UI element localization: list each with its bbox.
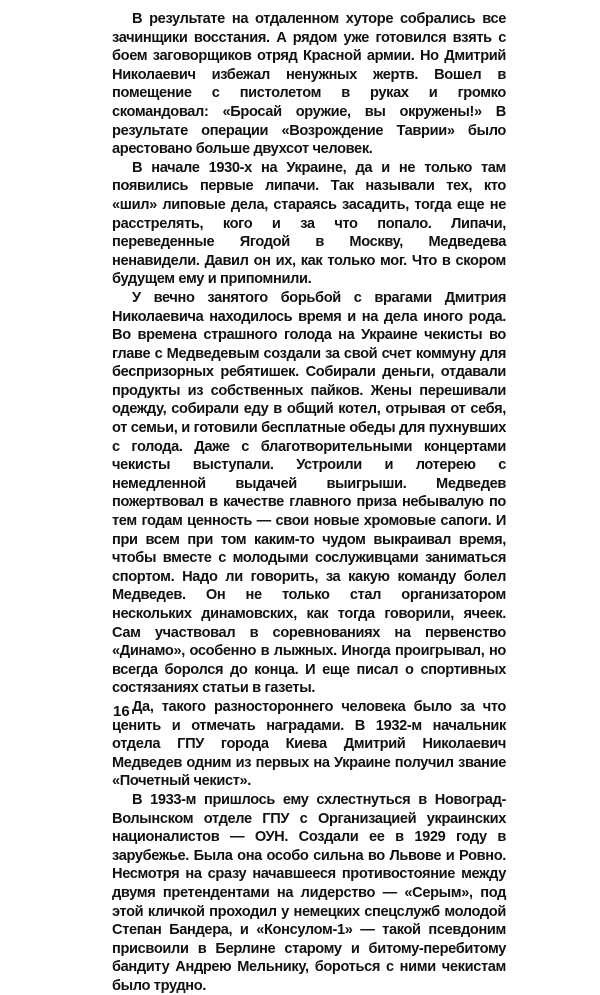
paragraph-3: У вечно занятого борьбой с врагами Дмитрия Николаевича находилось время и на дела иного рода. Во времена страшного голода на Украине чекисты во главе с Медведевым создали за свой счет коммуну для беспризорных ребятишек. Собирали деньги, отдавали продукты из собственных пайков. Жены перешивали одежду, собирали еду в общий котел, отрывая от себя, от семьи, и готовили бесплатные обеды для пухнувших с голода. Даже с благотворительными концертами чекисты выступали. Устроили и лотерею с немедленной выдачей выигрыши. Медведев пожертвовал в качестве главного приза небывалую по тем годам ценность — свои новые хромовые сапоги. И при всем при том каким-то чудом выкраивал время, чтобы вместе с молодыми сослуживцами заниматься спортом. Надо ли говорить, за какую команду болел Медведев. Он не только стал организатором нескольких динамовских, как тогда говорили, ячеек. Сам участвовал в соревнованиях на первенство «Динамо», особенно в лыжных. Иногда проигрывал, но всегда боролся до конца. И еще писал о спортивных состязаниях статьи в газеты. [112,289,506,697]
page-number: 16 [113,703,130,720]
paragraph-1: В результате на отдаленном хуторе собрались все зачинщики восстания. А рядом уже готовился взять с боем заговорщиков отряд Красной армии. Но Дмитрий Николаевич избежал ненужных жертв. Вошел в помещение с пистолетом в руках и громко скомандовал: «Бросай оружие, вы окружены!» В результате операции «Возрождение Таврии» было арестовано больше двухсот человек. [112,11,506,158]
body-text [112,10,506,995]
paragraph-4: Да, такого разностороннего человека было за что ценить и отмечать наградами. В 1932-м начальник отдела ГПУ города Киева Дмитрий Николаевич Медведев одним из первых на Украине получил звание «Почетный чекист». [112,698,506,790]
paragraph-5: В 1933-м пришлось ему схлестнуться в Новоград-Волынском отделе ГПУ с Организацией украинских националистов — ОУН. Создали ее в 1929 году в зарубежье. Была она особо сильна во Львове и Ровно. Несмотря на сразу начавшееся противостояние между двумя претендентами на лидерство — «Серым», под этой кличкой проходил у немецких спецслужб молодой Степан Бандера, и «Консулом-1» — такой псевдоним присвоили в Берлине старому и битому-перебитому бандиту Андрею Мельнику, бороться с ними чекистам было трудно. [112,791,506,994]
paragraph-2: В начале 1930-х на Украине, да и не только там появились первые липачи. Так называли тех, кто «шил» липовые дела, стараясь засадить, тогда еще не расстрелять, кого и за что попало. Липачи, переведенные Ягодой в Москву, Медведева ненавидели. Давил он их, как только мог. Что в скором будущем ему и припомнили. [112,159,506,288]
